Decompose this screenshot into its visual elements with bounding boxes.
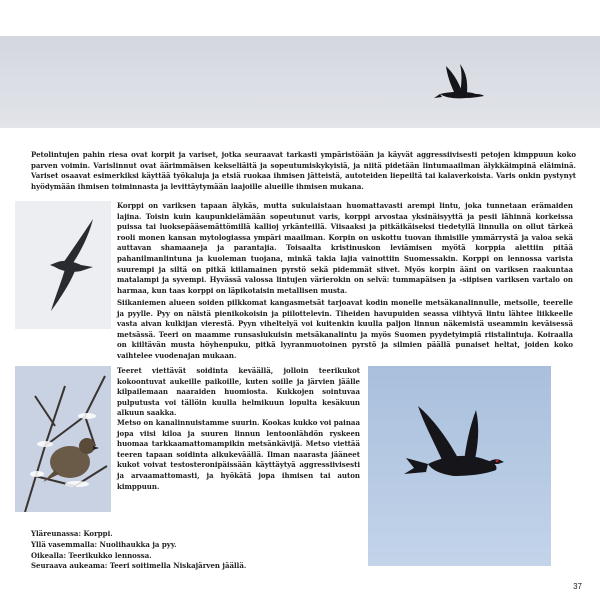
caption-line: Oikealla: Teerikukko lennossa. [31,550,152,560]
caption-line: Seuraava aukeama: Teeri soitimella Niskajärven jäällä. [31,561,247,571]
caption-line: Yläreunassa: Korppi. [31,529,113,538]
intro-paragraph: Petolintujen pahin riesa ovat korpit ja variset, jotka seuraavat tarkasti ympäristöään ja käyvät aggressiivisesti petojen kimppuun koko parven voimin. Varislinnut ovat äärimmäisen kekseliäitä ja sopeutumiskykyisiä, ja niitä pidetään lintumaailman älykkäimpinä eläiminä. Variset osaavat esimerkiksi käyttää työkaluja ja etsiä ruokaa ihmisen jätteistä, autoteiden liepeiltä tai kalaverkoista. Varis onkin pystynyt hyödymään ihmisen toiminnasta ja levittäytymään laajoille alueille ihmisen mukana. [31,150,576,191]
siikaniemi-paragraph: Siikaniemen alueen soiden pilkkomat kangasmetsät tarjoavat kodin monelle metsäkanalinnulle, metsolle, teerelle ja pyylle. Pyy on näistä pienikokoisin ja piilottelevin. Tiheiden havupuiden seassa viihtyvä lintu lähtee liikkeelle vasta aivan kulkijan vierestä. Pyyn viheltelyä voi kuitenkin kuulla paljon linnun näkemistä useammin keväisessä metsässä. Teeri on maamme runsaslukuisin metsäkanalintu ja myös Suomen pyydetyimpiä riistalintuja. Koiraalla on kiiltävän musta höyhenpuku, pitkä lyyranmuotoinen pyrstö ja silmien päällä punaiset heltat, joiden koko vaihtelee vuodenajan mukaan. [117,298,573,360]
falcon-photo [15,201,111,329]
hazel-grouse-photo [15,366,111,512]
teeret-paragraph: Teeret viettävät soidinta keväällä, jolloin teerikukot kokoontuvat aukeille paikoille, kuten soille ja järvien jäälle kilpailemaan naaraiden huomiosta. Kukkojen sointuvaa pulputusta voi tällöin kuulla helmikuun lopulta kesäkuun alkuun saakka. [117,366,360,418]
raven-photo [0,36,600,128]
metso-paragraph: Metso on kanalinnuistamme suurin. Kookas kukko voi painaa jopa viisi kiloa ja suuren linnun lentoonlähdön ryskeen huomaa tarkkaamattomampikin metsänkävijä. Metso viettää teeren tapaan soidinta alkukeväällä. Ilman naarasta jääneet kukot voivat testosteronipäissään käyttäytyä aggressiivisesti ja arvaamattomasti, ja hyökätä jopa ihmisen tai auton kimppuun. [117,418,360,491]
caption-line: Yllä vasemmalla: Nuolihaukka ja pyy. [31,539,177,549]
black-grouse-photo [368,366,551,566]
page-number: 37 [573,582,582,591]
korppi-paragraph: Korppi on variksen tapaan älykäs, mutta sukulaistaan huomattavasti arempi lintu, joka tunnetaan erämaiden lajina. Toisin kuin kaupunkielämään sopeutunut varis, korppi arvostaa yksinäisyyttä ja pesii lähinnä korkeissa puissa tai luoksepääsemättömillä kallioj yrkänteillä. Viisaaksi ja pitkäikäiseksi tiedetyllä linnulla on ollut tärkeä rooli monen kansan mytologiassa ympäri maailman. Korpin on uskottu tuovan ihmisille ymmärrystä ja valoa sekä auttavan shamaaneja ja parantajia. Toisaalta kristinuskon leviämisen myötä korppia alettiin pitää pahanilmanlintuna ja kuoleman tuojana, minkä takia lajia vainottiin Suomessakin. Korppi on lennossa varista suurempi ja siltä on pitkä kiilamainen pyrstö sekä pidemmät siivet. Myös korpin ääni on variksen raakuntaa matalampi ja syvempi. Hyvässä valossa lintujen värierokin on selvä: tummapäisen ja -siipisen variksen vartalo on harmaa, kun taas korppi on läpikotaisin metallisen musta. [117,201,573,295]
photo-captions [31,529,246,572]
